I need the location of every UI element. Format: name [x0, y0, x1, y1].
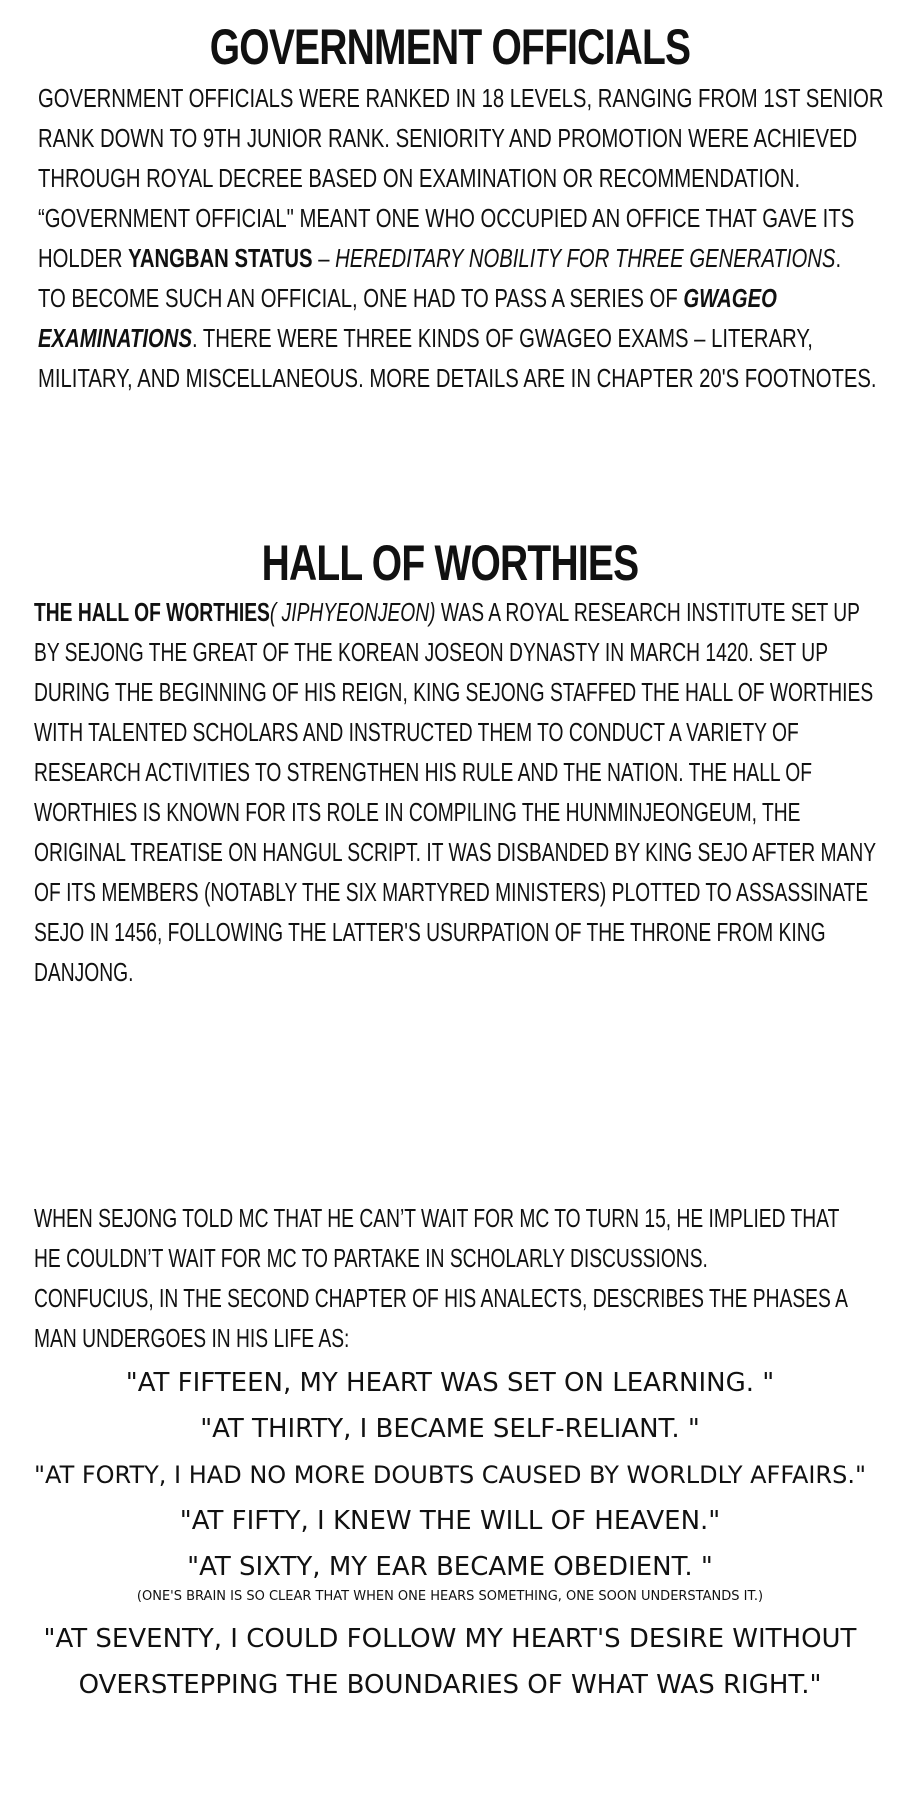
paragraph-line: RESEARCH ACTIVITIES TO STRENGTHEN HIS RULE AND THE NATION. THE HALL OF [34, 757, 812, 787]
paragraph-line: GOVERNMENT OFFICIALS WERE RANKED IN 18 LEVELS, RANGING FROM 1ST SENIOR [38, 83, 884, 113]
paragraph-line: SEJO IN 1456, FOLLOWING THE LATTER'S USURPATION OF THE THRONE FROM KING [34, 917, 826, 947]
paragraph-line: OF ITS MEMBERS (NOTABLY THE SIX MARTYRED MINISTERS) PLOTTED TO ASSASSINATE [34, 877, 869, 907]
paragraph-line: “GOVERNMENT OFFICIAL" MEANT ONE WHO OCCUPIED AN OFFICE THAT GAVE ITS [38, 203, 855, 233]
paragraph-line [38, 318, 884, 358]
quote-line: "AT THIRTY, I BECAME SELF-RELIANT. " [200, 1414, 700, 1444]
quote-line: "AT FORTY, I HAD NO MORE DOUBTS CAUSED BY WORLDLY AFFAIRS." [33, 1461, 867, 1489]
paragraph-line: WHEN SEJONG TOLD MC THAT HE CAN’T WAIT FOR MC TO TURN 15, HE IMPLIED THAT [34, 1203, 840, 1233]
hereditary-nobility-term: HEREDITARY NOBILITY FOR THREE GENERATIONS [335, 243, 836, 273]
paragraph-line: MAN UNDERGOES IN HIS LIFE AS: [34, 1323, 350, 1353]
examinations-term: EXAMINATIONS [38, 323, 192, 353]
paragraph-line: WORTHIES IS KNOWN FOR ITS ROLE IN COMPILING THE HUNMINJEONGEUM, THE [34, 797, 801, 827]
confucius-intro-paragraph [34, 1198, 848, 1358]
quote-line: "AT SIXTY, MY EAR BECAME OBEDIENT. " [187, 1552, 713, 1582]
paragraph-line: DURING THE BEGINNING OF HIS REIGN, KING SEJONG STAFFED THE HALL OF WORTHIES [34, 677, 874, 707]
text-run: HOLDER [38, 243, 129, 273]
sixty-note: (ONE'S BRAIN IS SO CLEAR THAT WHEN ONE HEARS SOMETHING, ONE SOON UNDERSTANDS IT.) [136, 1589, 764, 1604]
paragraph-line [34, 592, 876, 632]
text-run: TO BECOME SUCH AN OFFICIAL, ONE HAD TO PASS A SERIES OF [38, 283, 684, 313]
paragraph-line: THROUGH ROYAL DECREE BASED ON EXAMINATION OR RECOMMENDATION. [38, 163, 801, 193]
quote-line: "AT SEVENTY, I COULD FOLLOW MY HEART'S DESIRE WITHOUT [43, 1624, 857, 1654]
quote-line: OVERSTEPPING THE BOUNDARIES OF WHAT WAS RIGHT." [78, 1670, 822, 1700]
quote-line: "AT FIFTEEN, MY HEART WAS SET ON LEARNING. " [125, 1368, 775, 1398]
paragraph-line: RANK DOWN TO 9TH JUNIOR RANK. SENIORITY AND PROMOTION WERE ACHIEVED [38, 123, 858, 153]
paragraph-line: MILITARY, AND MISCELLANEOUS. MORE DETAILS ARE IN CHAPTER 20'S FOOTNOTES. [38, 363, 877, 393]
paragraph-line: BY SEJONG THE GREAT OF THE KOREAN JOSEON DYNASTY IN MARCH 1420. SET UP [34, 637, 829, 667]
paragraph-line [38, 238, 884, 278]
government-officials-paragraph [38, 78, 884, 398]
hall-of-worthies-term: THE HALL OF WORTHIES [34, 597, 270, 627]
paragraph-line: HE COULDN’T WAIT FOR MC TO PARTAKE IN SCHOLARLY DISCUSSIONS. [34, 1243, 708, 1273]
jiphyeonjeon-term: ( JIPHYEONJEON) [269, 597, 436, 627]
paragraph-line: DANJONG. [34, 957, 134, 987]
section-title-hall-of-worthies: HALL OF WORTHIES [261, 535, 639, 591]
gwageo-term: GWAGEO [683, 283, 777, 313]
text-run: WAS A ROYAL RESEARCH INSTITUTE SET UP [435, 597, 861, 627]
hall-of-worthies-paragraph [34, 592, 876, 992]
paragraph-line [38, 278, 884, 318]
quote-line: "AT FIFTY, I KNEW THE WILL OF HEAVEN." [179, 1506, 721, 1536]
text-run: . [835, 243, 842, 273]
section-title-government-officials: GOVERNMENT OFFICIALS [209, 19, 691, 75]
paragraph-line: WITH TALENTED SCHOLARS AND INSTRUCTED THEM TO CONDUCT A VARIETY OF [34, 717, 799, 747]
yangban-status-term: YANGBAN STATUS [128, 243, 313, 273]
text-run: . THERE WERE THREE KINDS OF GWAGEO EXAMS – LITERARY, [191, 323, 813, 353]
seventy-quote [0, 1616, 900, 1708]
paragraph-line: ORIGINAL TREATISE ON HANGUL SCRIPT. IT WAS DISBANDED BY KING SEJO AFTER MANY [34, 837, 877, 867]
paragraph-line: CONFUCIUS, IN THE SECOND CHAPTER OF HIS ANALECTS, DESCRIBES THE PHASES A [34, 1283, 848, 1313]
confucius-quotes [0, 1360, 900, 1590]
text-run: – [312, 243, 336, 273]
